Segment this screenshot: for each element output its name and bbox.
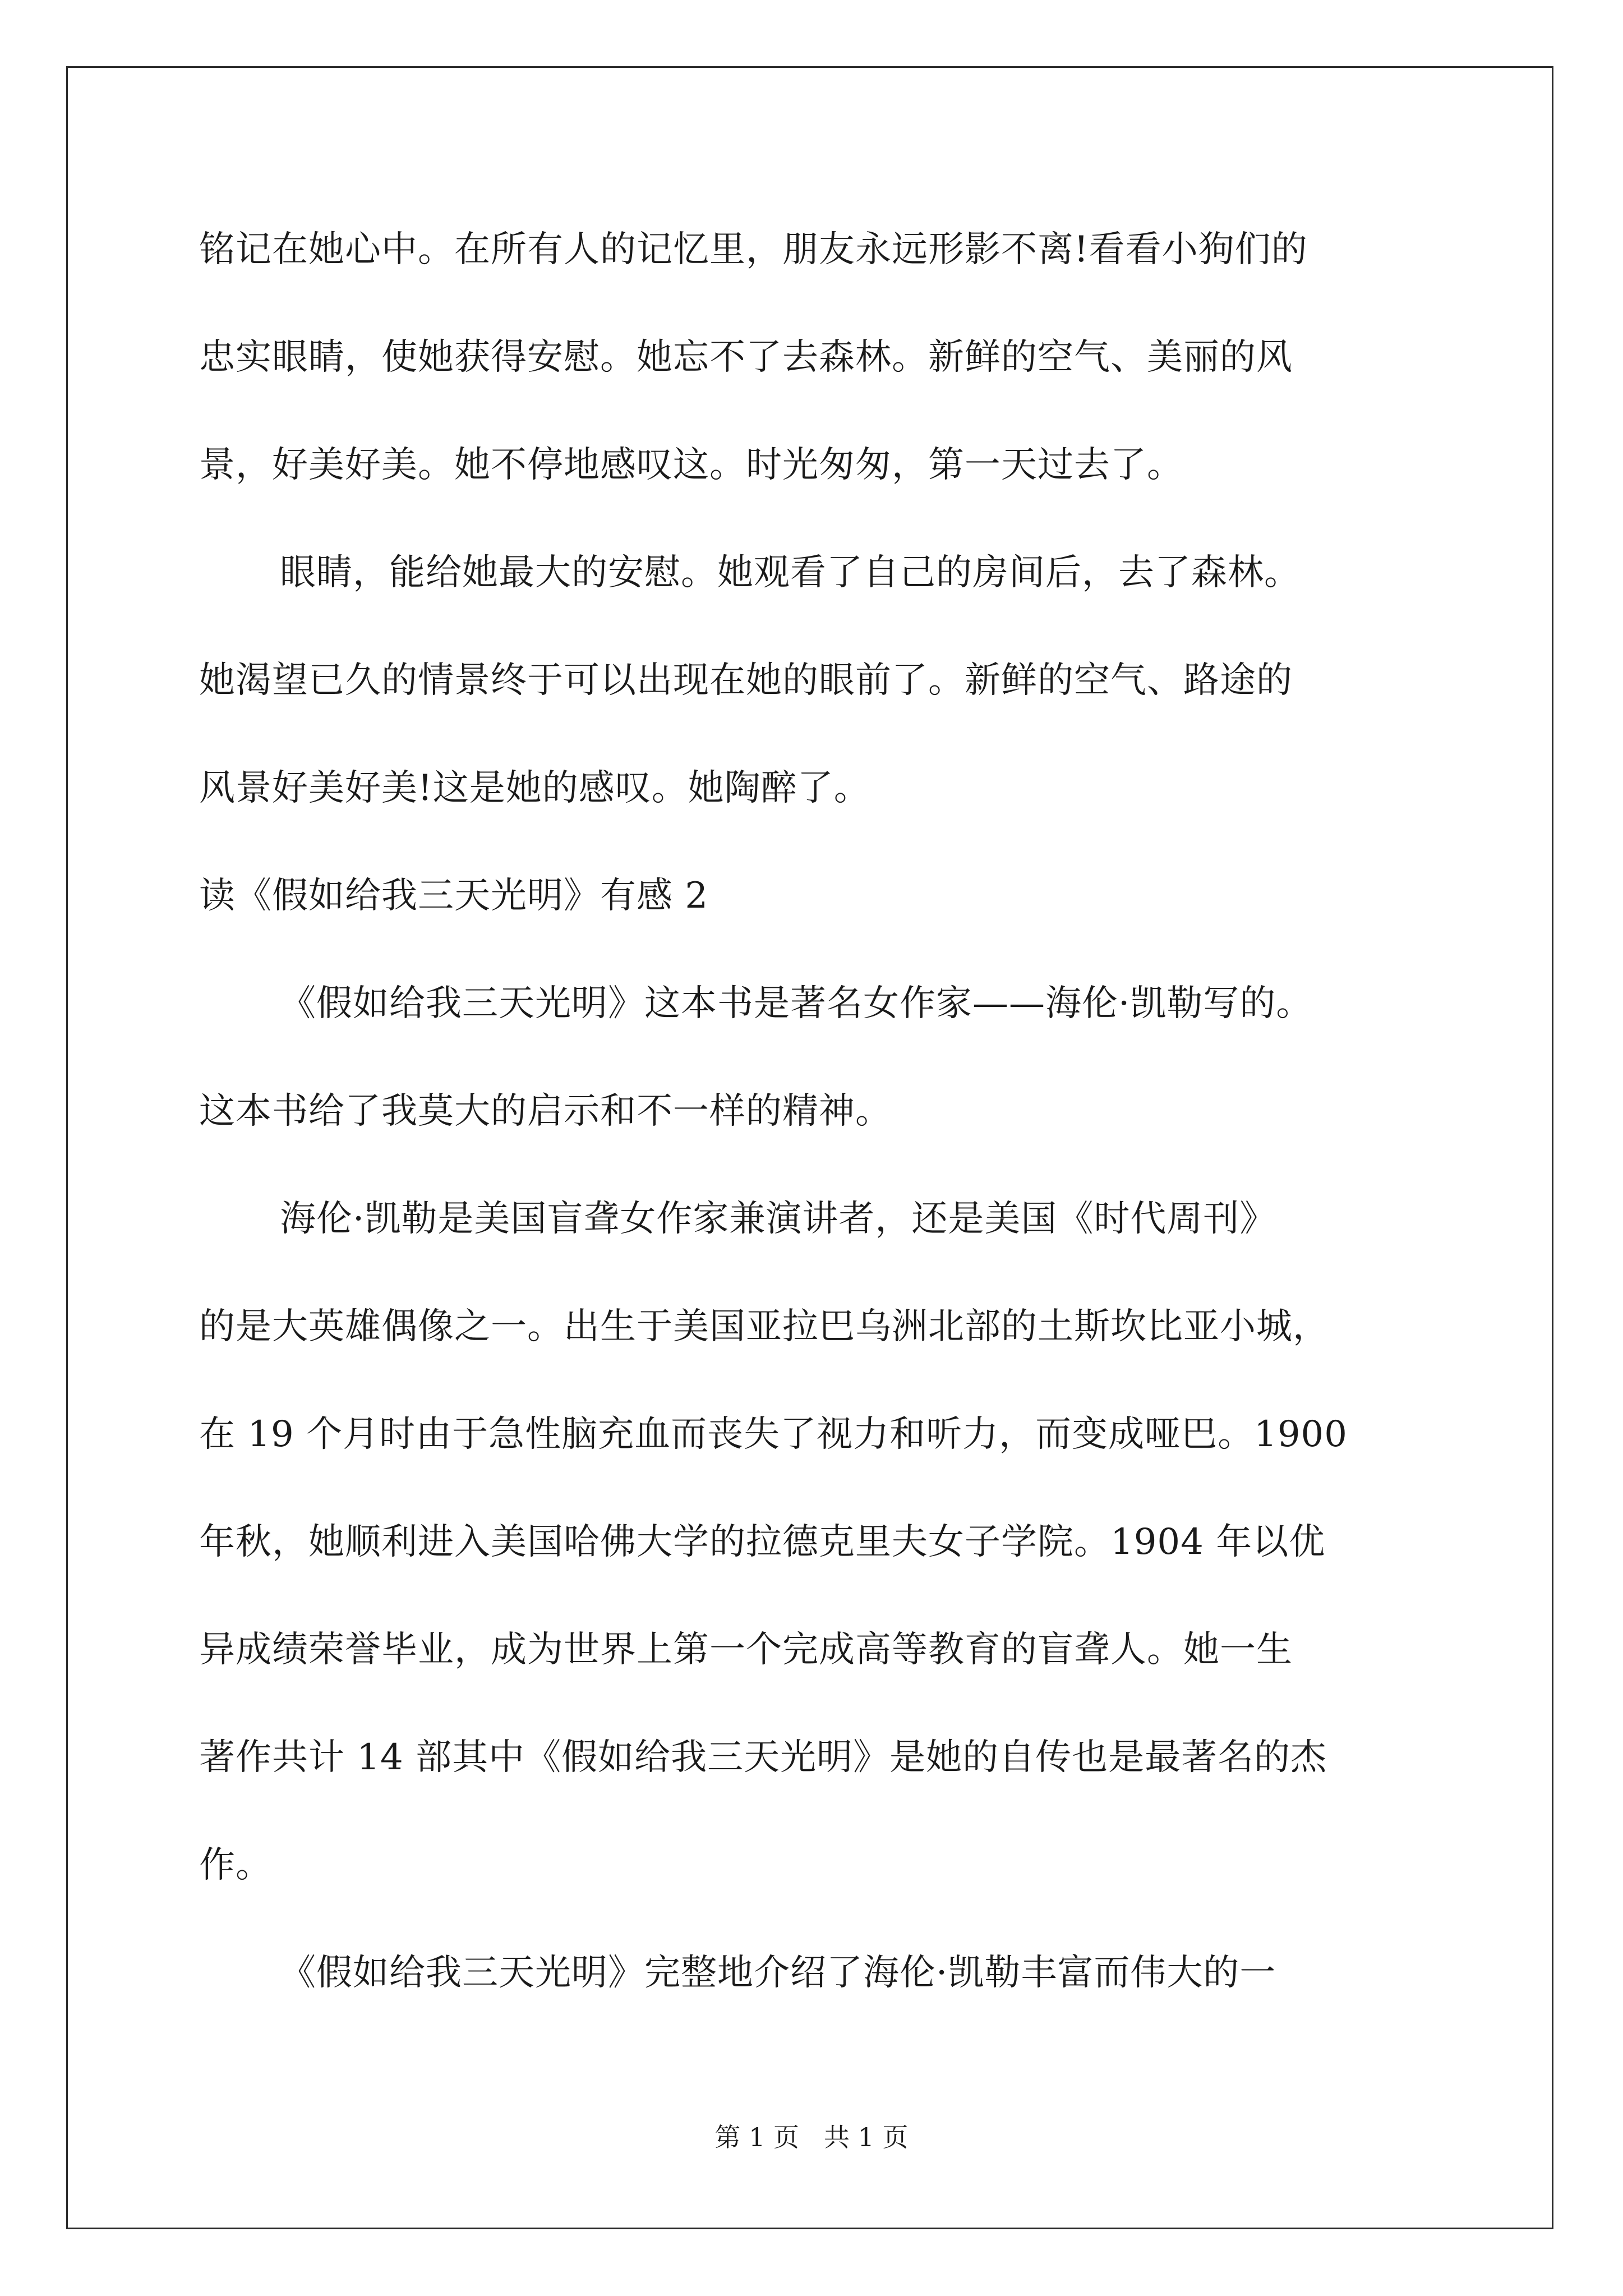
paragraph-start-line: 《假如给我三天光明》完整地介绍了海伦·凯勒丰富而伟大的一 (280, 1952, 1276, 1994)
text-line: 风景好美好美!这是她的感叹。她陶醉了。 (199, 767, 870, 809)
text-line: 异成绩荣誉毕业，成为世界上第一个完成高等教育的盲聋人。她一生 (199, 1629, 1293, 1671)
text-line: 忠实眼睛，使她获得安慰。她忘不了去森林。新鲜的空气、美丽的风 (199, 337, 1293, 378)
paragraph-start-line: 眼睛，能给她最大的安慰。她观看了自己的房间后，去了森林。 (280, 552, 1301, 593)
text-line: 作。 (199, 1844, 272, 1886)
text-line: 年秋，她顺利进入美国哈佛大学的拉德克里夫女子学院。1904 年以优 (199, 1521, 1326, 1563)
text-line: 在 19 个月时由于急性脑充血而丧失了视力和听力，而变成哑巴。1900 (199, 1414, 1348, 1455)
text-line: 的是大英雄偶像之一。出生于美国亚拉巴乌洲北部的土斯坎比亚小城， (199, 1306, 1329, 1347)
text-line: 她渴望已久的情景终于可以出现在她的眼前了。新鲜的空气、路途的 (199, 660, 1293, 701)
page-total: 共 1 页 (823, 2122, 909, 2152)
text-line: 著作共计 14 部其中《假如给我三天光明》是她的自传也是最著名的杰 (199, 1737, 1327, 1778)
text-line: 景，好美好美。她不停地感叹这。时光匆匆，第一天过去了。 (199, 444, 1183, 486)
page-footer (0, 2120, 1623, 2154)
paragraph-start-line: 海伦·凯勒是美国盲聋女作家兼演讲者，还是美国《时代周刊》 (280, 1198, 1276, 1240)
text-line: 铭记在她心中。在所有人的记忆里，朋友永远形影不离!看看小狗们的 (199, 229, 1308, 270)
text-line: 这本书给了我莫大的启示和不一样的精神。 (199, 1091, 892, 1132)
document-body (199, 216, 1444, 2047)
paragraph-start-line: 《假如给我三天光明》这本书是著名女作家——海伦·凯勒写的。 (280, 983, 1313, 1024)
page-number: 第 1 页 (714, 2122, 800, 2152)
section-heading: 读《假如给我三天光明》有感 2 (199, 875, 709, 917)
